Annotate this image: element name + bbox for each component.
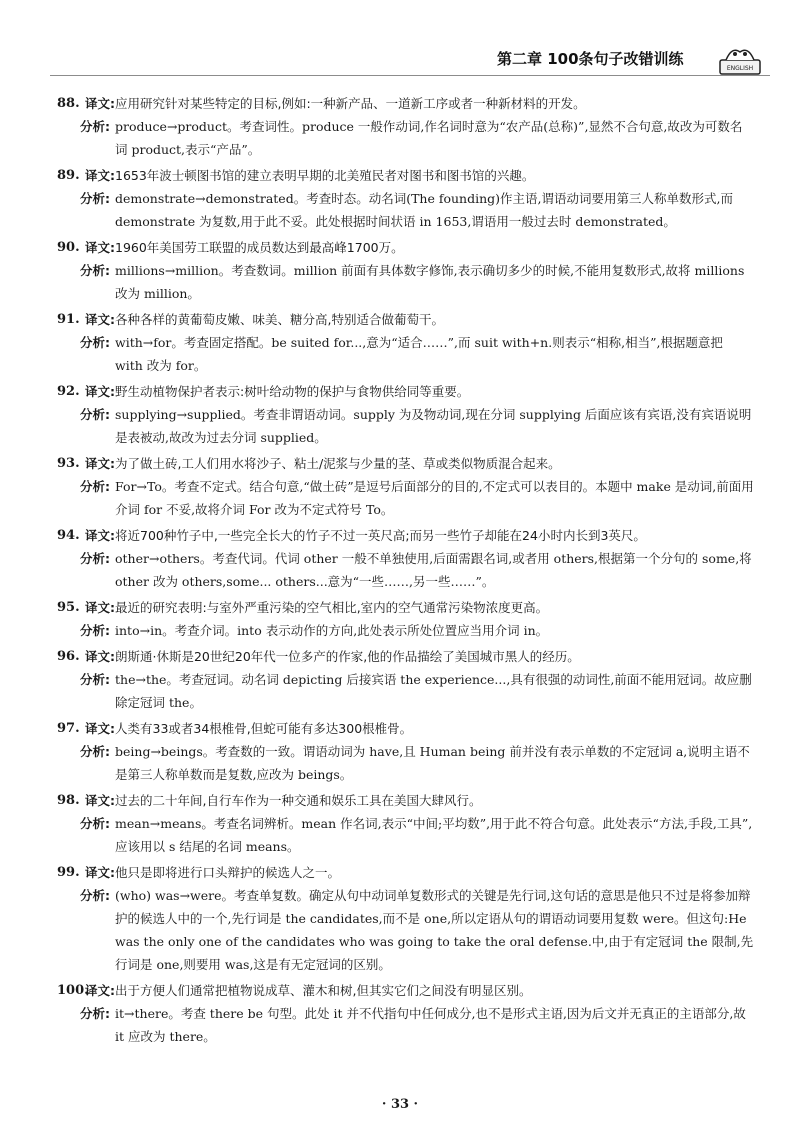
analysis-block: [0, 1002, 800, 1048]
analysis-block: [0, 812, 800, 858]
analysis-label: 分析:: [80, 407, 110, 422]
analysis-label: 分析:: [80, 335, 110, 350]
entry-item: [0, 717, 800, 786]
entry-number: 99.: [57, 865, 80, 880]
analysis-label: 分析:: [80, 816, 110, 831]
translation-line: [0, 164, 800, 187]
translation-text: 为了做土砖,工人们用水将沙子、粘土/泥浆与少量的茎、草或类似物质混合起来。: [115, 456, 561, 471]
translation-line: [0, 596, 800, 619]
analysis-text: mean→means。考查名词辨析。mean 作名词,表示“中间;平均数”,用于此不符合句意。此处表示“方法,手段,工具”,应该用以 s 结尾的名词 means。: [115, 816, 753, 854]
analysis-label: 分析:: [80, 744, 110, 759]
entry-number: 94.: [57, 528, 80, 543]
entry-item: [0, 92, 800, 161]
translation-label: 译文:: [85, 793, 115, 808]
translation-text: 最近的研究表明:与室外严重污染的空气相比,室内的空气通常污染物浓度更高。: [115, 600, 549, 615]
translation-text: 1653年波士顿图书馆的建立表明早期的北美殖民者对图书和图书馆的兴趣。: [115, 168, 535, 183]
entry-item: [0, 979, 800, 1048]
analysis-label: 分析:: [80, 263, 110, 278]
analysis-label: 分析:: [80, 551, 110, 566]
translation-text: 野生动植物保护者表示:树叶给动物的保护与食物供给同等重要。: [115, 384, 470, 399]
translation-text: 应用研究针对某些特定的目标,例如:一种新产品、一道新工序或者一种新材料的开发。: [115, 96, 586, 111]
analysis-text: being→beings。考查数的一致。谓语动词为 have,且 Human being 前并没有表示单数的不定冠词 a,说明主语不是第三人称单数而是复数,应改为 beings。: [115, 744, 750, 782]
translation-text: 他只是即将进行口头辩护的候选人之一。: [115, 865, 341, 880]
analysis-text: millions→million。考查数词。million 前面有具体数字修饰,表示确切多少的时候,不能用复数形式,故将 millions 改为 million。: [115, 263, 745, 301]
translation-text: 朗斯通·休斯是20世纪20年代一位多产的作家,他的作品描绘了美国城市黑人的经历。: [115, 649, 580, 664]
entry-number: 91.: [57, 312, 80, 327]
analysis-label: 分析:: [80, 623, 110, 638]
entry-item: [0, 645, 800, 714]
entry-number: 89.: [57, 168, 80, 183]
analysis-text: into→in。考查介词。into 表示动作的方向,此处表示所处位置应当用介词 in。: [115, 623, 549, 638]
translation-line: [0, 717, 800, 740]
entry-item: [0, 452, 800, 521]
entry-item: [0, 308, 800, 377]
entry-item: [0, 524, 800, 593]
analysis-text: with→for。考查固定搭配。be suited for...,意为“适合……”,而 suit with+n.则表示“相称,相当”,根据题意把 with 改为 for。: [115, 335, 723, 373]
analysis-label: 分析:: [80, 191, 110, 206]
entry-number: 90.: [57, 240, 80, 255]
analysis-block: [0, 259, 800, 305]
analysis-block: [0, 403, 800, 449]
entry-number: 92.: [57, 384, 80, 399]
analysis-block: [0, 740, 800, 786]
analysis-block: [0, 115, 800, 161]
translation-label: 译文:: [85, 168, 115, 183]
analysis-label: 分析:: [80, 888, 110, 903]
translation-line: [0, 308, 800, 331]
translation-text: 过去的二十年间,自行车作为一种交通和娱乐工具在美国大肆风行。: [115, 793, 482, 808]
translation-line: [0, 92, 800, 115]
entry-number: 100.: [57, 983, 89, 998]
header-rule: [50, 75, 770, 76]
chapter-title: 第二章 100条句子改错训练: [497, 50, 684, 68]
page-number: · 33 ·: [381, 1097, 419, 1112]
analysis-text: For→To。考查不定式。结合句意,“做土砖”是逗号后面部分的目的,不定式可以表目的。本题中 make 是动词,前面用介词 for 不妥,故将介词 For 改为不定式符号 To。: [115, 479, 754, 517]
page-header: [0, 0, 800, 80]
translation-line: [0, 380, 800, 403]
analysis-text: demonstrate→demonstrated。考查时态。动名词(The founding)作主语,谓语动词要用第三人称单数形式,而 demonstrate 为复数,用于此不妥。此处根据时间状语 in 1653,谓语用一般过去时 demonstrated。: [115, 191, 733, 229]
translation-text: 各种各样的黄葡萄皮嫩、味美、糖分高,特别适合做葡萄干。: [115, 312, 444, 327]
analysis-block: [0, 547, 800, 593]
translation-text: 1960年美国劳工联盟的成员数达到最高峰1700万。: [115, 240, 404, 255]
translation-label: 译文:: [85, 600, 115, 615]
translation-label: 译文:: [85, 649, 115, 664]
entry-item: [0, 236, 800, 305]
analysis-block: [0, 331, 800, 377]
translation-label: 译文:: [85, 456, 115, 471]
analysis-text: the→the。考查冠词。动名词 depicting 后接宾语 the experience...,具有很强的动词性,前面不能用冠词。故应删除定冠词 the。: [115, 672, 752, 710]
translation-line: [0, 452, 800, 475]
analysis-block: [0, 187, 800, 233]
translation-line: [0, 524, 800, 547]
analysis-label: 分析:: [80, 672, 110, 687]
entry-item: [0, 380, 800, 449]
entry-number: 95.: [57, 600, 80, 615]
analysis-label: 分析:: [80, 1006, 110, 1021]
translation-line: [0, 861, 800, 884]
analysis-text: (who) was→were。考查单复数。确定从句中动词单复数形式的关键是先行词,这句话的意思是他只不过是将参加辩护的候选人中的一个,先行词是 the candidates,而不是 one,所以定语从句的谓语动词要用复数 were。但这句:He was the only one of the candidates who was going to take the oral defense.中,由于有定冠词 the 限制,先行词是 one,则要用 was,这是有无定冠词的区别。: [115, 888, 754, 972]
analysis-label: 分析:: [80, 119, 110, 134]
entry-number: 93.: [57, 456, 80, 471]
translation-line: [0, 236, 800, 259]
book-logo-icon: [718, 40, 762, 78]
translation-text: 将近700种竹子中,一些完全长大的竹子不过一英尺高;而另一些竹子却能在24小时内长到3英尺。: [115, 528, 646, 543]
analysis-block: [0, 668, 800, 714]
entry-item: [0, 789, 800, 858]
translation-label: 译文:: [85, 384, 115, 399]
entry-item: [0, 596, 800, 642]
analysis-block: [0, 884, 800, 976]
translation-line: [0, 645, 800, 668]
analysis-label: 分析:: [80, 479, 110, 494]
entry-item: [0, 861, 800, 976]
analysis-text: other→others。考查代词。代词 other 一般不单独使用,后面需跟名词,或者用 others,根据第一个分句的 some,将 other 改为 others,some... others...意为“一些……,另一些……”。: [115, 551, 752, 589]
translation-line: [0, 979, 800, 1002]
translation-label: 译文:: [85, 721, 115, 736]
entry-number: 96.: [57, 649, 80, 664]
translation-text: 出于方便人们通常把植物说成草、灌木和树,但其实它们之间没有明显区别。: [115, 983, 532, 998]
translation-label: 译文:: [85, 312, 115, 327]
translation-label: 译文:: [85, 865, 115, 880]
entry-number: 97.: [57, 721, 80, 736]
analysis-text: produce→product。考查词性。produce 一般作动词,作名词时意为“农产品(总称)”,显然不合句意,故改为可数名词 product,表示“产品”。: [115, 119, 743, 157]
entry-number: 88.: [57, 96, 80, 111]
translation-line: [0, 789, 800, 812]
analysis-text: it→there。考查 there be 句型。此处 it 并不代指句中任何成分,也不是形式主语,因为后文并无真正的主语部分,故 it 应改为 there。: [115, 1006, 746, 1044]
logo-text: ENGLISH: [726, 65, 754, 72]
entry-number: 98.: [57, 793, 80, 808]
analysis-text: supplying→supplied。考查非谓语动词。supply 为及物动词,现在分词 supplying 后面应该有宾语,没有宾语说明是表被动,故改为过去分词 supplied。: [115, 407, 752, 445]
translation-label: 译文:: [85, 240, 115, 255]
translation-label: 译文:: [85, 983, 115, 998]
translation-label: 译文:: [85, 528, 115, 543]
translation-text: 人类有33或者34根椎骨,但蛇可能有多达300根椎骨。: [115, 721, 413, 736]
entry-item: [0, 164, 800, 233]
entries-list: [0, 92, 800, 1051]
analysis-block: [0, 619, 800, 642]
translation-label: 译文:: [85, 96, 115, 111]
analysis-block: [0, 475, 800, 521]
